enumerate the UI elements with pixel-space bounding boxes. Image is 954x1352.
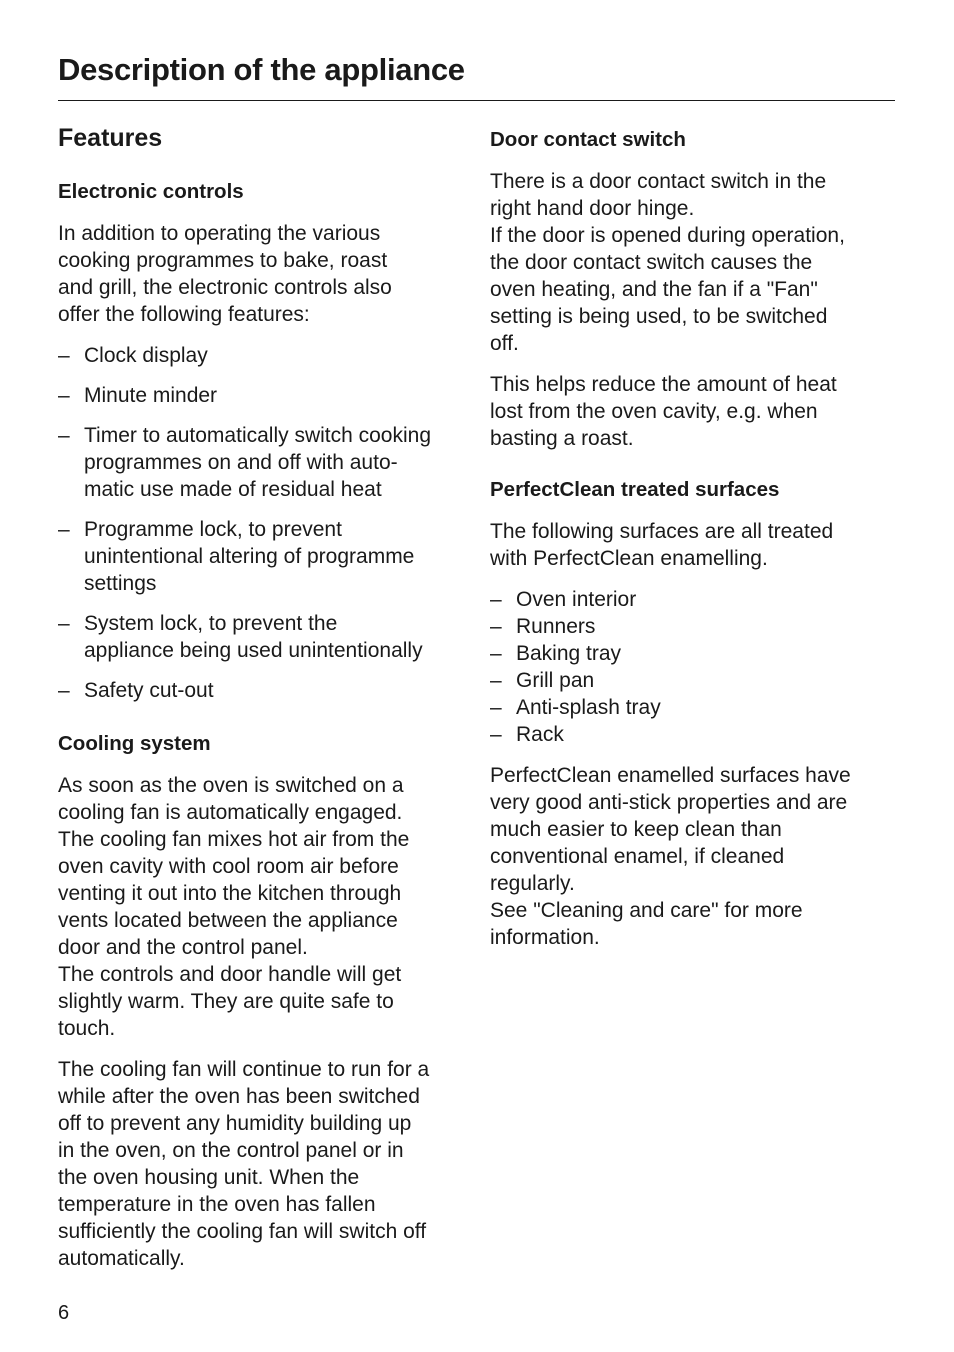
list-item-text: Minute minder: [84, 384, 218, 407]
left-column: [58, 122, 468, 1298]
perfectclean-outro: PerfectClean enamelled surfaces have very good anti-stick properties and are much easier to keep clean than conventional enamel, if cleaned regularly. See "Cleaning and care" for more information.: [490, 764, 851, 949]
list-item-text: Rack: [516, 723, 564, 746]
dash-marker: –: [58, 424, 70, 447]
list-item: [58, 677, 468, 704]
dash-marker: –: [490, 669, 502, 692]
list-item-text: Runners: [516, 615, 596, 638]
list-item: [58, 422, 468, 503]
list-item: [58, 382, 468, 409]
page-title: Description of the appliance: [58, 52, 465, 87]
door-contact-switch-paragraph-1: There is a door contact switch in the right hand door hinge. If the door is opened during operation, the door contact switch causes the oven heating, and the fan if a "Fan" setting is being used, to be switched off.: [490, 170, 845, 355]
features-list: [58, 342, 468, 704]
list-item-text: Timer to automatically switch cooking programmes on and off with auto- matic use made of residual heat: [84, 424, 432, 501]
cooling-system-paragraph-1: As soon as the oven is switched on a cooling fan is automatically engaged. The cooling fan mixes hot air from the oven cavity with cool room air before venting it out into the kitchen through vents located between the appliance door and the control panel. The controls and door handle will get slightly warm. They are quite safe to touch.: [58, 774, 410, 1040]
list-item-text: Oven interior: [516, 588, 637, 611]
features-heading: Features: [58, 124, 163, 152]
electronic-controls-intro: In addition to operating the various cooking programmes to bake, roast and grill, the electronic controls also offer the following features:: [58, 222, 392, 326]
treated-surfaces-list: [490, 586, 895, 748]
list-item-text: Safety cut-out: [84, 679, 214, 702]
perfectclean-intro: The following surfaces are all treated with PerfectClean enamelling.: [490, 520, 834, 570]
list-item-text: Clock display: [84, 344, 208, 367]
cooling-system-paragraph-2: The cooling fan will continue to run for a while after the oven has been switched off to prevent any humidity building up in the oven, on the control panel or in the oven housing unit. When the temperature in the oven has fallen sufficiently the cooling fan will switch off automatically.: [58, 1058, 430, 1270]
dash-marker: –: [58, 384, 70, 407]
page-number: 6: [58, 1302, 70, 1324]
dash-marker: –: [490, 588, 502, 611]
list-item: [490, 721, 895, 748]
list-item: [58, 342, 468, 369]
door-contact-switch-paragraph-2: This helps reduce the amount of heat lost from the oven cavity, e.g. when basting a roast.: [490, 373, 837, 450]
dash-marker: –: [490, 642, 502, 665]
title-divider: [58, 100, 895, 101]
electronic-controls-section: [58, 178, 468, 704]
perfectclean-heading: PerfectClean treated surfaces: [490, 478, 780, 501]
perfectclean-section: [490, 476, 895, 951]
dash-marker: –: [58, 344, 70, 367]
list-item-text: Grill pan: [516, 669, 595, 692]
list-item: [58, 516, 468, 597]
cooling-system-heading: Cooling system: [58, 732, 211, 755]
list-item-text: Anti-splash tray: [516, 696, 661, 719]
electronic-controls-heading: Electronic controls: [58, 180, 244, 203]
list-item: [490, 613, 895, 640]
list-item: [490, 694, 895, 721]
dash-marker: –: [58, 612, 70, 635]
list-item: [490, 667, 895, 694]
door-contact-switch-heading: Door contact switch: [490, 128, 686, 151]
list-item: [490, 640, 895, 667]
list-item-text: Programme lock, to prevent unintentional altering of programme settings: [84, 518, 415, 595]
dash-marker: –: [58, 518, 70, 541]
dash-marker: –: [490, 696, 502, 719]
dash-marker: –: [490, 723, 502, 746]
dash-marker: –: [490, 615, 502, 638]
door-contact-switch-section: [490, 126, 895, 452]
list-item-text: System lock, to prevent the appliance being used unintentionally: [84, 612, 423, 662]
list-item: [490, 586, 895, 613]
cooling-system-section: [58, 730, 468, 1272]
list-item: [58, 610, 468, 664]
right-column: [490, 126, 895, 977]
dash-marker: –: [58, 679, 70, 702]
list-item-text: Baking tray: [516, 642, 622, 665]
